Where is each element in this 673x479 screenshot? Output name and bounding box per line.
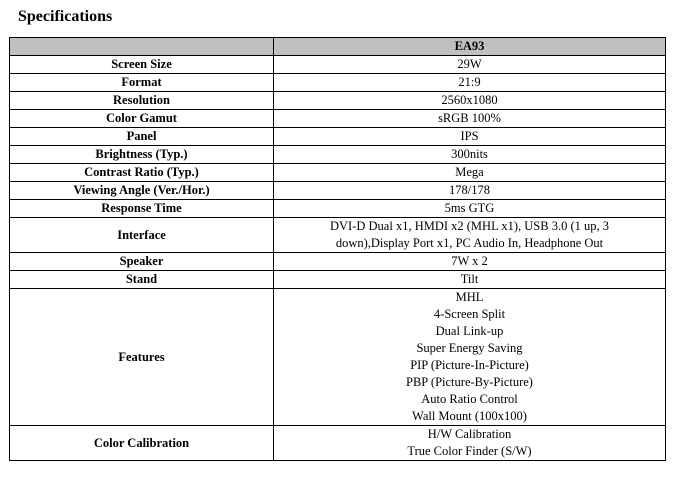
spec-value-line: Dual Link-up [435, 324, 504, 338]
spec-value-line: Mega [455, 165, 484, 179]
spec-value-line: 29W [457, 57, 482, 71]
spec-value [274, 271, 666, 289]
specifications-table [9, 37, 666, 461]
spec-value-line: 2560x1080 [441, 93, 498, 107]
spec-value [274, 56, 666, 74]
model-header: EA93 [274, 38, 666, 56]
table-body [10, 56, 666, 461]
table-row [10, 56, 666, 74]
spec-value-line: Super Energy Saving [416, 341, 523, 355]
spec-value [274, 426, 666, 461]
spec-value-line: PBP (Picture-By-Picture) [406, 375, 533, 389]
spec-label: Panel [10, 128, 274, 146]
table-row [10, 146, 666, 164]
spec-value [274, 218, 666, 253]
table-row [10, 253, 666, 271]
table-row [10, 164, 666, 182]
spec-value-line: 4-Screen Split [433, 307, 506, 321]
table-row [10, 128, 666, 146]
spec-value [274, 253, 666, 271]
spec-label: Format [10, 74, 274, 92]
spec-value [274, 164, 666, 182]
spec-value-line: down),Display Port x1, PC Audio In, Headphone Out [335, 236, 604, 250]
spec-value-line: 7W x 2 [451, 254, 488, 268]
spec-value-line: MHL [455, 290, 484, 304]
spec-value [274, 92, 666, 110]
table-row [10, 200, 666, 218]
table-row [10, 426, 666, 461]
spec-label: Resolution [10, 92, 274, 110]
table-row [10, 74, 666, 92]
spec-value-line: 5ms GTG [444, 201, 495, 215]
spec-value-line: sRGB 100% [438, 111, 501, 125]
spec-value-line: PIP (Picture-In-Picture) [410, 358, 529, 372]
spec-value-line: 300nits [451, 147, 488, 161]
spec-value [274, 146, 666, 164]
spec-value-line: True Color Finder (S/W) [407, 444, 532, 458]
spec-value-line: Wall Mount (100x100) [412, 409, 527, 423]
spec-value-line: H/W Calibration [427, 427, 512, 441]
spec-label: Interface [10, 218, 274, 253]
spec-value-line: 21:9 [458, 75, 481, 89]
spec-value-line: DVI-D Dual x1, HMDI x2 (MHL x1), USB 3.0 (1 up, 3 [329, 219, 610, 233]
spec-value [274, 128, 666, 146]
table-row [10, 289, 666, 426]
spec-value-line: 178/178 [449, 183, 490, 197]
spec-label: Brightness (Typ.) [10, 146, 274, 164]
spec-value-line: Tilt [460, 272, 479, 286]
table-row [10, 92, 666, 110]
spec-label: Stand [10, 271, 274, 289]
spec-value [274, 200, 666, 218]
spec-value-line: Auto Ratio Control [421, 392, 518, 406]
spec-label: Viewing Angle (Ver./Hor.) [10, 182, 274, 200]
spec-value [274, 182, 666, 200]
header-corner-cell [10, 38, 274, 56]
spec-value [274, 289, 666, 426]
table-row [10, 182, 666, 200]
spec-value [274, 74, 666, 92]
spec-value-line: IPS [460, 129, 479, 143]
table-row [10, 218, 666, 253]
spec-label: Contrast Ratio (Typ.) [10, 164, 274, 182]
page-title: Specifications [18, 8, 113, 25]
spec-label: Features [10, 289, 274, 426]
spec-label: Response Time [10, 200, 274, 218]
spec-label: Speaker [10, 253, 274, 271]
table-row [10, 110, 666, 128]
table-header-row [10, 38, 666, 56]
spec-label: Screen Size [10, 56, 274, 74]
spec-value [274, 110, 666, 128]
table-row [10, 271, 666, 289]
spec-label: Color Calibration [10, 426, 274, 461]
spec-label: Color Gamut [10, 110, 274, 128]
